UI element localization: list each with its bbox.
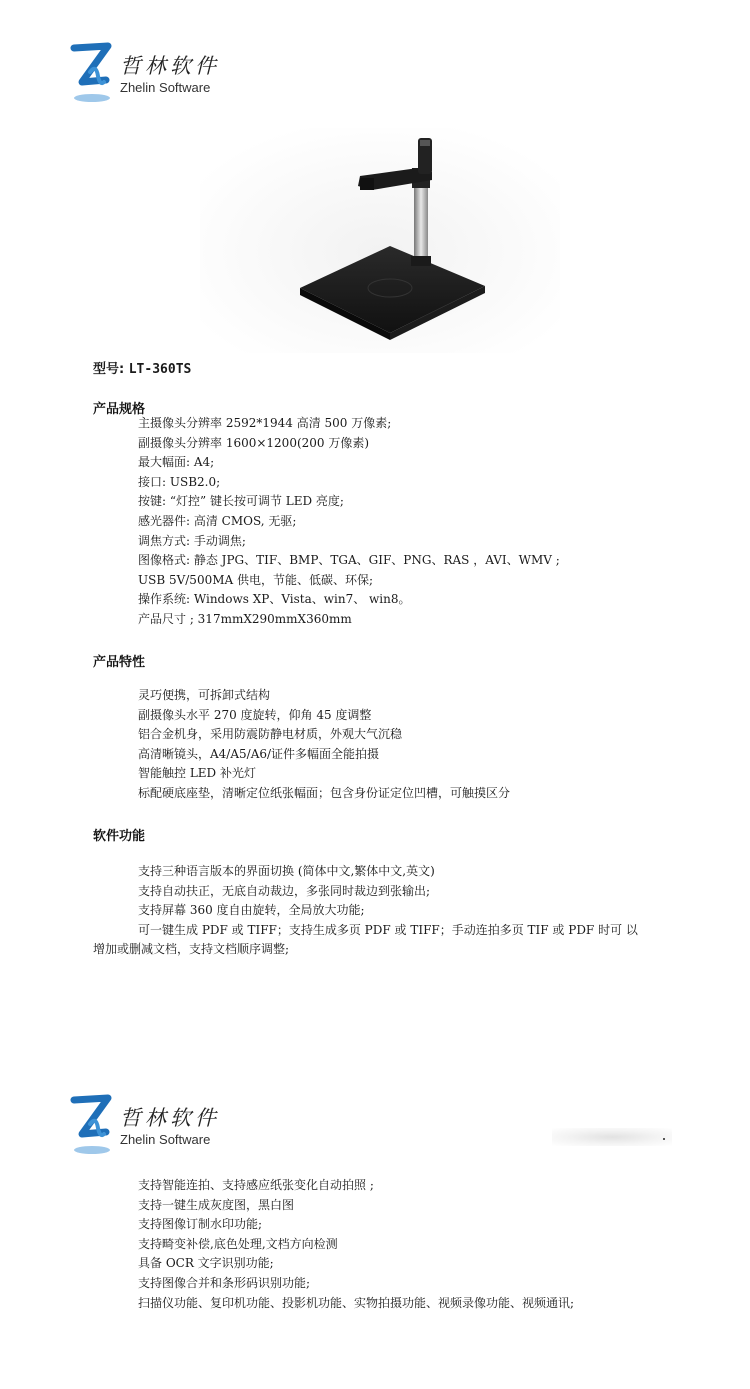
list-item: 扫描仪功能、复印机功能、投影机功能、实物拍摄功能、视频录像功能、视频通讯;	[138, 1295, 575, 1310]
software-line: 支持屏幕 360 度自由旋转，全局放大功能;	[138, 903, 365, 918]
zhelin-logo-icon	[68, 42, 116, 104]
list-item: 高清晰镜头，A4/A5/A6/证件多幅面全能拍摄	[138, 746, 380, 761]
list-item: 支持畸变补偿,底色处理,文档方向检测	[138, 1236, 338, 1251]
software-line: 支持三种语言版本的界面切换 (简体中文,繁体中文,英文)	[138, 864, 435, 878]
list-item: 支持图像订制水印功能;	[138, 1217, 263, 1232]
list-item: 具备 OCR 文字识别功能;	[138, 1256, 274, 1271]
list-item: 智能触控 LED 补光灯	[138, 766, 256, 781]
model-number	[93, 358, 191, 377]
brand-name-cn: 哲林软件	[120, 1106, 220, 1130]
brand-logo	[68, 42, 268, 112]
list-item: 接口: USB2.0;	[138, 474, 221, 489]
software-paragraph	[93, 862, 693, 960]
decorative-dot	[663, 1138, 665, 1140]
brand-name-en: Zhelin Software	[120, 80, 211, 95]
list-item: 调焦方式: 手动调焦;	[138, 533, 246, 548]
model-label: 型号:	[93, 362, 125, 377]
software-line: 支持自动扶正，无底自动裁边，多张同时裁边到张输出;	[138, 883, 431, 898]
list-item: 图像格式: 静态 JPG、TIF、BMP、TGA、GIF、PNG、RAS ，AVI、WMV ;	[138, 553, 560, 568]
brand-name-en: Zhelin Software	[120, 1132, 211, 1147]
list-item: 支持一键生成灰度图，黑白图	[138, 1197, 295, 1212]
software-line: 可一键生成 PDF 或 TIFF；支持生成多页 PDF 或 TIFF；手动连拍多页 TIF 或 PDF 时可 以	[138, 922, 638, 937]
software-heading: 软件功能	[93, 829, 146, 844]
features-list	[138, 686, 510, 804]
list-item: 最大幅面: A4;	[138, 455, 215, 470]
software-more-list	[138, 1176, 574, 1313]
list-item: 副摄像头水平 270 度旋转，仰角 45 度调整	[138, 707, 372, 722]
software-line: 增加或删减文档，支持文档顺序调整;	[93, 942, 290, 957]
list-item: 支持图像合并和条形码识别功能;	[138, 1275, 311, 1290]
list-item: USB 5V/500MA 供电，节能、低碳、环保;	[138, 572, 374, 587]
brand-name-cn: 哲林软件	[120, 54, 220, 78]
list-item: 产品尺寸 ; 317mmX290mmX360mm	[138, 611, 352, 626]
zhelin-logo-icon	[68, 1094, 116, 1156]
list-item: 操作系统: Windows XP、Vista、win7、 win8。	[138, 592, 411, 607]
list-item: 副摄像头分辨率 1600×1200(200 万像素)	[138, 435, 370, 450]
decorative-shadow	[552, 1128, 672, 1146]
document-camera-image	[200, 128, 560, 353]
brand-logo-2	[68, 1094, 268, 1164]
list-item: 支持智能连拍、支持感应纸张变化自动拍照 ;	[138, 1178, 374, 1192]
specs-heading: 产品规格	[93, 402, 146, 417]
specs-list	[138, 414, 560, 630]
features-heading: 产品特性	[93, 655, 146, 670]
model-value: LT-360TS	[128, 362, 192, 377]
list-item: 标配硬底座垫，清晰定位纸张幅面；包含身份证定位凹槽，可触摸区分	[138, 785, 511, 800]
list-item: 按键: “灯控” 键长按可调节 LED 亮度;	[138, 494, 344, 509]
list-item: 感光器件: 高清 CMOS, 无驱;	[138, 513, 297, 528]
list-item: 灵巧便携，可拆卸式结构	[138, 688, 271, 702]
list-item: 铝合金机身，采用防震防静电材质，外观大气沉稳	[138, 727, 403, 742]
list-item: 主摄像头分辨率 2592*1944 高清 500 万像素;	[138, 416, 392, 430]
